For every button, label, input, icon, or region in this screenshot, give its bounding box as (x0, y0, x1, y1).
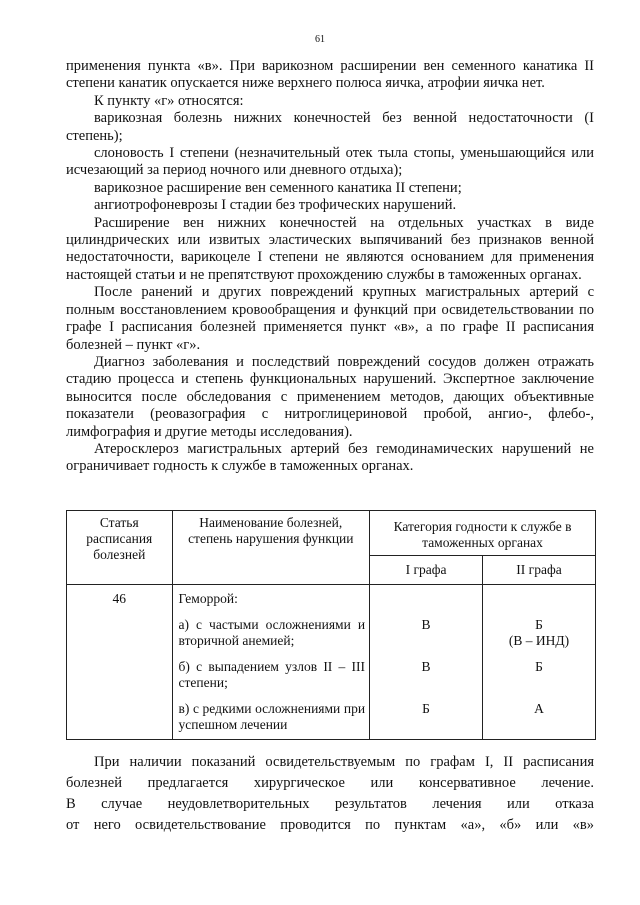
article-number: 46 (67, 585, 173, 740)
text-line: В случае неудовлетворительных результатов лечения или отказа (66, 796, 594, 812)
category-column-1 (370, 585, 483, 740)
text-line: болезней предлагается хирургическое или консервативное лечение. (66, 775, 594, 791)
bottom-text (66, 752, 594, 836)
category-value: В (421, 617, 431, 632)
subitem-b: б) с выпадением узлов II – III степени; (178, 659, 366, 690)
page-number: 61 (315, 34, 325, 45)
list-item: слоновость I степени (незначительный отек тыла стопы, уменьшающийся или исчезающий за период ночного или дневного отдыха); (66, 145, 594, 179)
header-category: Категория годности к службе в таможенных органах (370, 511, 596, 556)
paragraph: Диагноз заболевания и последствий повреждений сосудов должен отражать стадию процесса и степень функциональных нарушений. Экспертное заключение выносится после обследования с применением методов, дающих объективные показатели (реовазография с нитроглицериновой пробой, ангио-, флебо-, лимфография и другие методы исследования). (66, 353, 594, 440)
category-value: Б (535, 659, 543, 674)
disease-cell (172, 585, 370, 740)
list-item: варикозное расширение вен семенного канатика II степени; (94, 179, 462, 196)
header-article: Статья расписания болезней (67, 511, 173, 585)
text-line: от него освидетельствование проводится по пунктам «а», «б» или «в» (66, 817, 594, 833)
list-item: варикозная болезнь нижних конечностей без венной недостаточности (I степень); (66, 110, 594, 144)
category-value: В (421, 659, 431, 674)
header-column-1: I графа (370, 556, 483, 585)
paragraph: После ранений и других повреждений крупных магистральных артерий с полным восстановлением кровообращения и функций при освидетельствовании по графе I расписания болезней применяется пункт «в», а по графе II расписания болезней – пункт «г». (66, 284, 594, 353)
subitem-c: в) с редкими осложнениями при успешном лечении (178, 701, 366, 732)
category-value-main: Б (535, 617, 543, 632)
list-item: ангиотрофоневрозы I стадии без трофических нарушений. (94, 197, 457, 214)
paragraph: Атеросклероз магистральных артерий без гемодинамических нарушений не ограничивает годность к службе в таможенных органах. (66, 440, 594, 475)
header-column-2: II графа (483, 556, 596, 585)
subitem-a: а) с частыми осложнениями и вторичной анемией; (178, 617, 366, 648)
paragraph: К пункту «г» относятся: (94, 92, 244, 109)
category-value-note: (В – ИНД) (508, 633, 570, 648)
paragraph: применения пункта «в». При варикозном расширении вен семенного канатика II степени канатик опускается ниже верхнего полюса яичка, атрофии яичка нет. (66, 58, 594, 92)
text-line: При наличии показаний освидетельствуемым по графам I, II расписания (94, 754, 594, 770)
category-value: Б (422, 701, 430, 716)
disease-table (66, 510, 596, 740)
body-text (66, 58, 594, 476)
category-column-2 (483, 585, 596, 740)
header-disease-name: Наименование болезней, степень нарушения функции (172, 511, 370, 585)
category-value: А (534, 701, 544, 716)
disease-title: Геморрой: (178, 591, 238, 606)
table-row (67, 585, 596, 740)
paragraph: Расширение вен нижних конечностей на отдельных участках в виде цилиндрических или извитых эластических выпячиваний без признаков венной недостаточности, варикоцеле I степени не являются основанием для применения настоящей статьи и не препятствуют прохождению службы в таможенных органах. (66, 214, 594, 283)
category-value (487, 617, 591, 649)
